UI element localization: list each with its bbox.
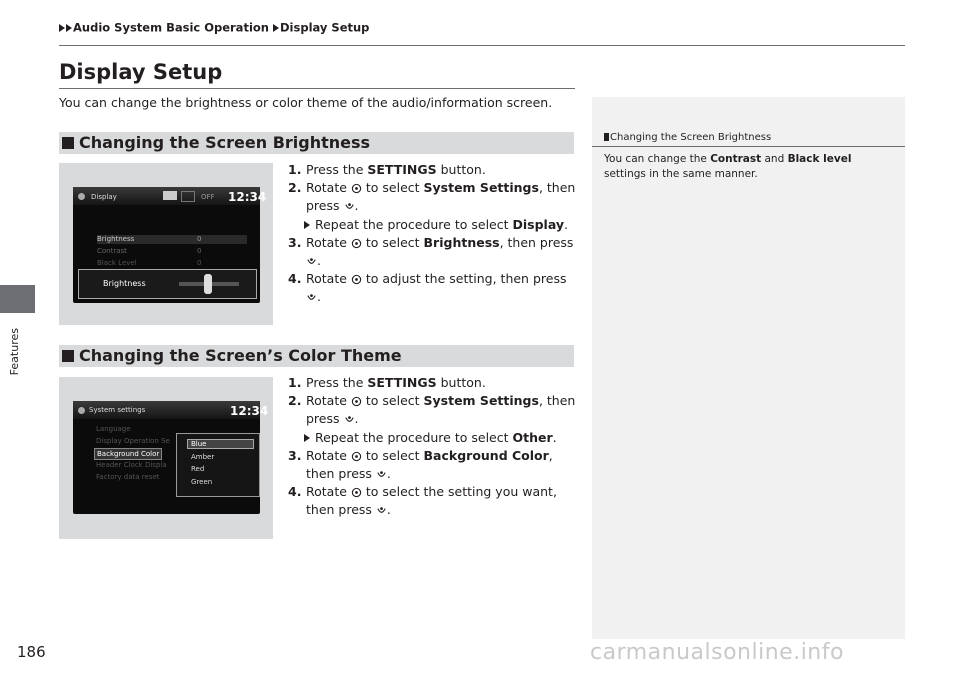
option-blue[interactable]: Blue (187, 439, 254, 449)
watermark: carmanualsonline.info (590, 640, 844, 665)
screen-clock: 12:34 (230, 404, 269, 418)
breadcrumb-arrow-icon (59, 24, 65, 32)
page-title: Display Setup (59, 60, 223, 84)
step: 3. Rotate to select Brightness, then press . (288, 234, 574, 269)
press-knob-icon (376, 469, 387, 480)
square-bullet-icon (62, 350, 74, 362)
option-amber[interactable]: Amber (191, 453, 215, 461)
press-knob-icon (306, 292, 317, 303)
home-dot-icon (78, 193, 85, 200)
breadcrumb-arrow-icon (273, 24, 279, 32)
step: 1. Press the SETTINGS button. (288, 375, 486, 390)
press-knob-icon (376, 505, 387, 516)
substep-arrow-icon (304, 434, 310, 442)
menu-item-language[interactable]: Language (96, 425, 131, 433)
color-options-popup (176, 433, 260, 497)
press-knob-icon (344, 201, 355, 212)
menu-item-contrast[interactable]: Contrast (97, 247, 127, 255)
side-tab-marker (0, 285, 35, 313)
menu-item-header-clock[interactable]: Header Clock Displa (96, 461, 167, 469)
menu-value: 0 (197, 235, 202, 243)
sun-icon (163, 191, 177, 200)
note-rule (592, 146, 905, 147)
moon-icon (181, 191, 195, 202)
brightness-slider-panel[interactable] (78, 269, 257, 299)
slider-knob[interactable] (204, 274, 212, 294)
title-rule (59, 88, 575, 89)
color-theme-steps (288, 374, 578, 520)
color-theme-screenshot (59, 377, 273, 539)
note-body: You can change the Contrast and Black level settings in the same manner. (604, 153, 852, 180)
breadcrumb-item[interactable]: Display Setup (280, 20, 370, 35)
selector-knob-icon (351, 451, 362, 462)
brightness-screenshot (59, 163, 273, 325)
header-rule (59, 45, 905, 46)
press-knob-icon (344, 414, 355, 425)
menu-value: 0 (197, 247, 202, 255)
square-bullet-icon (62, 137, 74, 149)
substep-arrow-icon (304, 221, 310, 229)
menu-item-brightness[interactable]: Brightness (97, 235, 247, 244)
step: 4. Rotate to adjust the setting, then press . (288, 271, 567, 305)
selector-knob-icon (351, 274, 362, 285)
selector-knob-icon (351, 396, 362, 407)
menu-item-display-operation[interactable]: Display Operation Se (96, 437, 170, 445)
page-number: 186 (17, 643, 46, 661)
slider-label: Brightness (103, 279, 146, 288)
press-knob-icon (306, 256, 317, 267)
system-settings-screen (73, 401, 269, 514)
option-red[interactable]: Red (191, 465, 205, 473)
selector-knob-icon (351, 238, 362, 249)
screen-title: System settings (89, 406, 146, 414)
step-substep: Repeat the procedure to select Display. (288, 216, 578, 234)
note-icon (604, 133, 609, 141)
menu-value: 0 (197, 259, 202, 267)
step: 1. Press the SETTINGS button. (288, 162, 486, 177)
screen-off: OFF (201, 193, 215, 201)
menu-item-factory-reset[interactable]: Factory data reset (96, 473, 160, 481)
step: 2. Rotate to select System Settings, then press . (288, 393, 576, 427)
intro-text: You can change the brightness or color theme of the audio/information screen. (59, 95, 553, 110)
menu-item-black-level[interactable]: Black Level (97, 259, 137, 267)
screen-title: Display (91, 193, 117, 201)
step: 4. Rotate to select the setting you want, then press . (288, 484, 557, 518)
selector-knob-icon (351, 487, 362, 498)
breadcrumb-arrow-icon (66, 24, 72, 32)
side-tab-label: Features (8, 328, 21, 376)
menu-item-background-color[interactable]: Background Color (94, 448, 162, 460)
breadcrumb-item[interactable]: Audio System Basic Operation (73, 20, 269, 35)
note-heading: Changing the Screen Brightness (604, 132, 771, 143)
breadcrumb (59, 20, 369, 35)
step: 2. Rotate to select System Settings, then press . (288, 180, 576, 214)
selector-knob-icon (351, 183, 362, 194)
home-dot-icon (78, 407, 85, 414)
screen-clock: 12:34 (228, 190, 267, 204)
display-screen (73, 187, 267, 303)
option-green[interactable]: Green (191, 478, 213, 486)
brightness-steps (288, 161, 578, 307)
section-heading-color-theme: Changing the Screen’s Color Theme (59, 345, 574, 367)
step-substep: Repeat the procedure to select Other. (288, 429, 578, 447)
section-heading-brightness: Changing the Screen Brightness (59, 132, 574, 154)
step: 3. Rotate to select Background Color, then press . (288, 447, 553, 482)
